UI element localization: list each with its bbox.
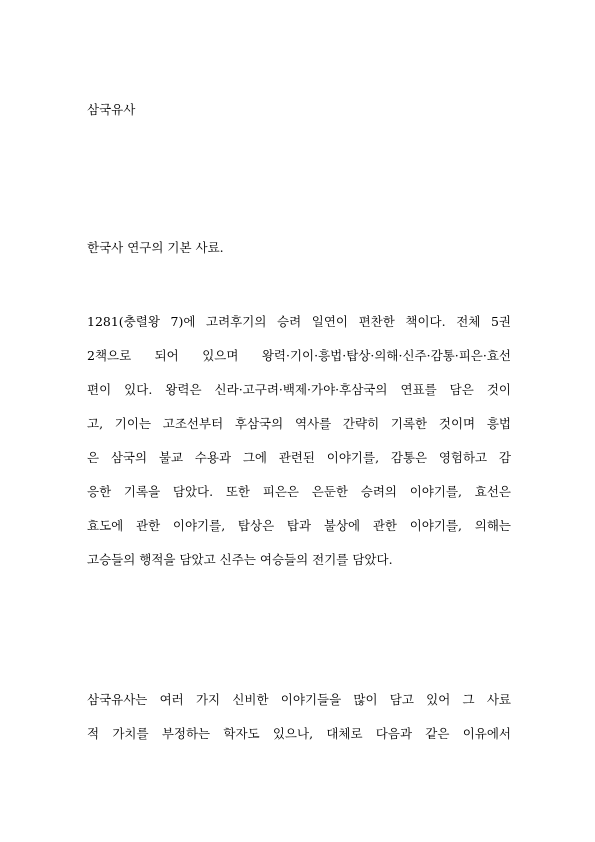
paragraph-2	[87, 690, 511, 758]
paragraph-2-line-1: 삼국유사는 여러 가지 신비한 이야기들을 많이 담고 있어 그 사료	[87, 692, 511, 707]
paragraph-2-line-2: 적 가치를 부정하는 학자도 있으나, 대체로 다음과 같은 이유에서	[87, 726, 511, 741]
document-title: 삼국유사	[87, 102, 136, 117]
paragraph-1-line-4: 고, 기이는 고조선부터 후삼국의 역사를 간략히 기록한 것이며 흥법	[87, 416, 511, 431]
paragraph-1-line-7: 효도에 관한 이야기를, 탑상은 탑과 불상에 관한 이야기를, 의해는	[87, 518, 511, 533]
paragraph-1-line-5: 은 삼국의 불교 수용과 그에 관련된 이야기를, 감통은 영험하고 감	[87, 450, 511, 465]
paragraph-1	[87, 312, 511, 584]
paragraph-1-line-3: 편이 있다. 왕력은 신라·고구려·백제·가야·후삼국의 연표를 담은 것이	[87, 382, 511, 397]
paragraph-1-line-2: 2책으로 되어 있으며 왕력·기이·흥법·탑상·의해·신주·감통·피은·효선	[87, 348, 511, 363]
paragraph-1-line-6: 응한 기록을 담았다. 또한 피은은 은둔한 승려의 이야기를, 효선은	[87, 484, 511, 499]
paragraph-1-line-8: 고승들의 행적을 담았고 신주는 여승들의 전기를 담았다.	[87, 552, 393, 567]
paragraph-1-line-1: 1281(충렬왕 7)에 고려후기의 승려 일연이 편찬한 책이다. 전체 5권	[87, 314, 511, 329]
document-subtitle: 한국사 연구의 기본 사료.	[87, 240, 224, 255]
